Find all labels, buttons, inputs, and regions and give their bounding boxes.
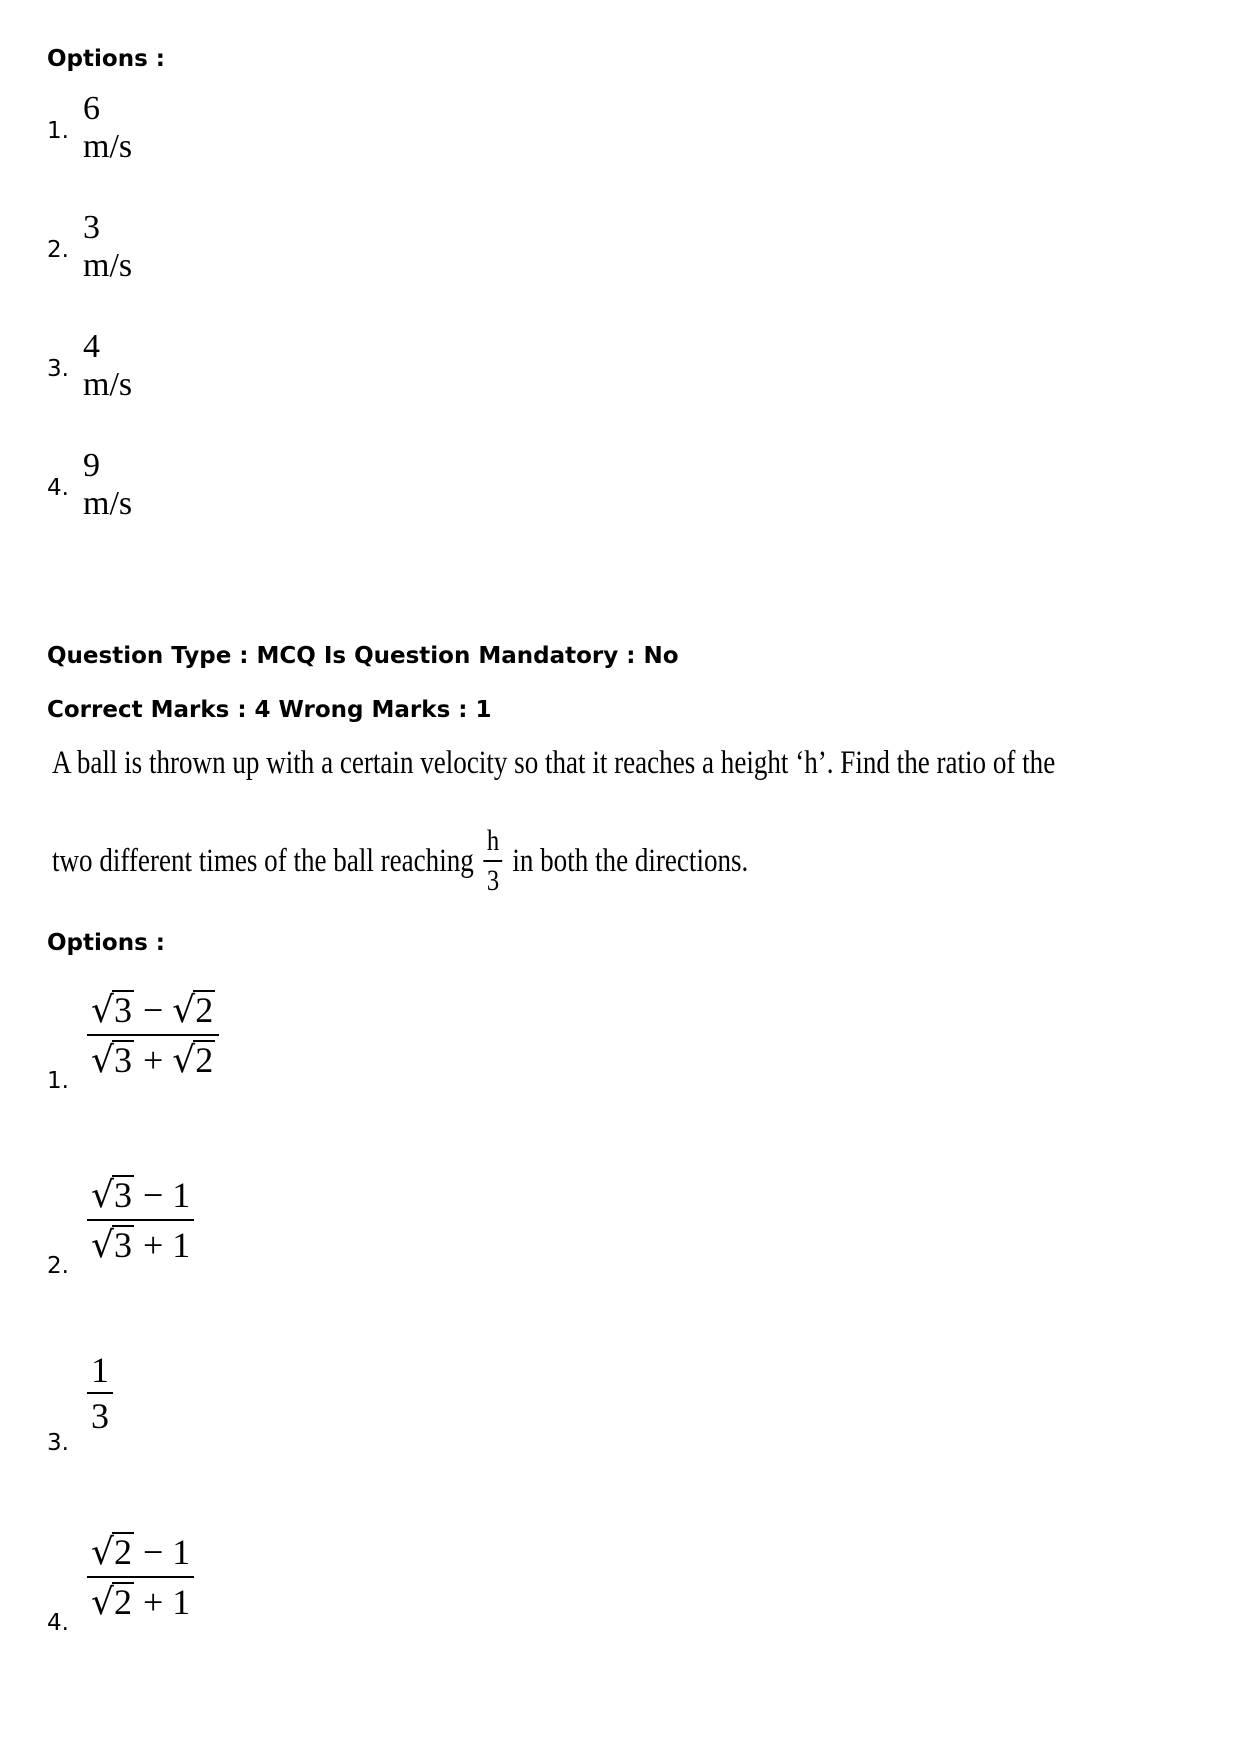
radicand: 3 [113,990,132,1030]
radicand: 3 [113,1039,132,1080]
operator: − [142,990,164,1030]
radicand: 2 [195,990,214,1030]
option-text: 9 m/s [83,447,133,522]
fraction-numerator: 1 [91,1350,109,1390]
inline-fraction [484,826,503,896]
sqrt-symbol: √ [91,1224,114,1266]
fraction-bar [87,1392,113,1394]
fraction-denominator [87,1582,194,1622]
fraction-numerator [87,990,219,1030]
option-number: 4. [47,475,69,501]
option-row[interactable] [47,1175,447,1285]
option-fraction [87,1175,194,1265]
sqrt-symbol: √ [91,1175,114,1216]
radicand: 3 [113,1224,132,1265]
fraction-bar [484,860,503,862]
option-row[interactable] [47,1352,447,1462]
operator: + [142,1039,164,1080]
sqrt-symbol: √ [91,990,114,1031]
operator: + 1 [142,1581,191,1622]
question-text-line1: A ball is thrown up with a certain velocity so that it reaches a height ‘h’. Find the ratio of the [52,745,1056,781]
option-number: 1. [47,118,69,144]
fraction-denominator [87,1225,194,1265]
fraction-denominator: 3 [486,864,500,897]
option-number: 4. [47,1610,69,1636]
fraction-bar [87,1219,194,1221]
option-number: 1. [47,1068,69,1094]
sqrt-symbol: √ [172,1039,196,1081]
operator: − 1 [142,1175,191,1215]
operator: + 1 [142,1224,191,1265]
radicand: 2 [195,1039,214,1080]
question-type-line: Question Type : MCQ Is Question Mandatory : No [47,643,679,669]
option-fraction [87,1532,194,1622]
option-number: 3. [47,1430,69,1456]
marks-line: Correct Marks : 4 Wrong Marks : 1 [47,697,492,723]
sqrt-symbol: √ [91,1532,114,1573]
sqrt-symbol: √ [91,1581,114,1623]
sqrt-symbol: √ [91,1039,114,1081]
question-text-part: two different times of the ball reaching [52,842,474,879]
fraction-numerator [87,1175,194,1215]
option-row[interactable] [47,990,447,1100]
option-text: 6 m/s [83,90,133,165]
fraction-denominator [87,1040,219,1080]
radicand: 2 [113,1581,132,1622]
fraction-denominator: 3 [91,1396,109,1436]
radicand: 2 [113,1532,132,1572]
question-text-part: in both the directions. [512,842,749,879]
options-heading: Options : [47,46,165,72]
options-heading: Options : [47,930,165,956]
option-number: 3. [47,356,69,382]
fraction-bar [87,1576,194,1578]
fraction-bar [87,1034,219,1036]
fraction-numerator [87,1532,194,1572]
fraction-numerator: h [486,824,500,857]
question-text-line2 [52,826,748,896]
option-fraction [87,990,219,1080]
operator: − 1 [142,1532,191,1572]
option-number: 2. [47,1253,69,1279]
option-text: 4 m/s [83,328,133,403]
option-row[interactable] [47,1532,447,1642]
option-text: 3 m/s [83,209,133,284]
radicand: 3 [113,1175,132,1215]
sqrt-symbol: √ [172,990,196,1031]
option-number: 2. [47,237,69,263]
option-fraction [87,1352,113,1434]
